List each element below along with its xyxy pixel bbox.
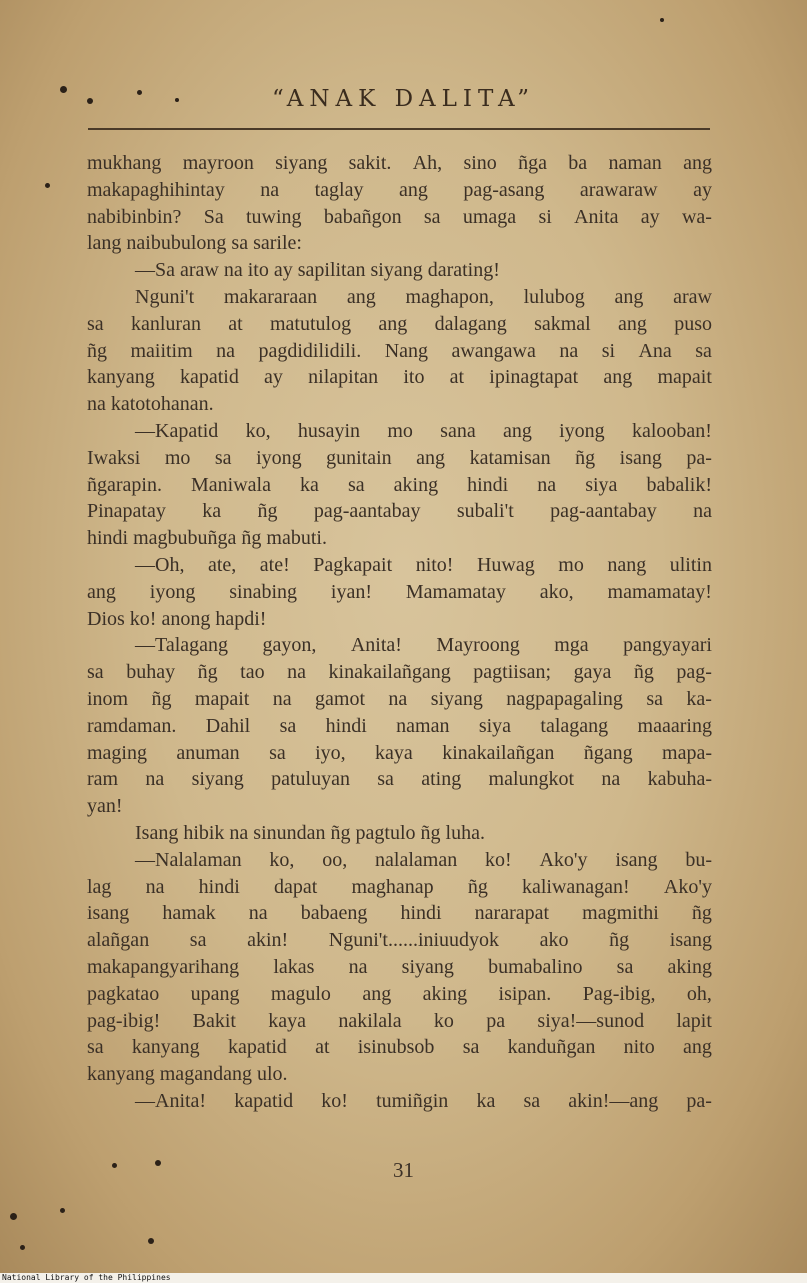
library-credit: National Library of the Philippines	[0, 1273, 807, 1283]
text-line: na katotohanan.	[87, 393, 214, 416]
text-line: ñg maiitim na pagdidilidili. Nang awangawa na si Ana sa	[87, 339, 712, 362]
text-line: —Nalalaman ko, oo, nalalaman ko! Ako'y isang bu-	[135, 848, 712, 871]
header-rule	[88, 128, 710, 130]
running-head: “ANAK DALITA”	[271, 86, 536, 112]
text-line: Isang hibik na sinundan ñg pagtulo ñg luha.	[135, 821, 485, 844]
text-line: makapaghihintay na taglay ang pag-asang arawaraw ay	[87, 178, 712, 201]
text-line: —Oh, ate, ate! Pagkapait nito! Huwag mo nang ulitin	[135, 553, 712, 576]
text-line: pag-ibig! Bakit kaya nakilala ko pa siya!—sunod lapit	[87, 1009, 712, 1032]
text-line: maging anuman sa iyo, kaya kinakailañgan ñgang mapa-	[87, 741, 712, 764]
text-line: hindi magbubuñga ñg mabuti.	[87, 527, 327, 550]
text-line: —Talagang gayon, Anita! Mayroong mga pangyayari	[135, 634, 712, 657]
ink-speck	[45, 183, 50, 188]
text-line: —Kapatid ko, husayin mo sana ang iyong kalooban!	[135, 419, 712, 442]
ink-speck	[660, 18, 664, 22]
text-line: makapangyarihang lakas na siyang bumabalino sa aking	[87, 955, 712, 978]
text-line: Nguni't makararaan ang maghapon, lulubog ang araw	[135, 285, 712, 308]
page-number: 31	[393, 1158, 414, 1182]
ink-speck	[60, 1208, 65, 1213]
text-line: lang naibubulong sa sarile:	[87, 232, 302, 255]
text-line: yan!	[87, 795, 123, 818]
text-line: inom ñg mapait na gamot na siyang nagpapagaling sa ka-	[87, 687, 712, 710]
text-line: kanyang magandang ulo.	[87, 1063, 288, 1086]
text-line: Pinapatay ka ñg pag-aantabay subali't pag-aantabay na	[87, 500, 712, 523]
ink-speck	[10, 1213, 17, 1220]
text-line: —Sa araw na ito ay sapilitan siyang darating!	[135, 259, 500, 282]
text-line: kanyang kapatid ay nilapitan ito at ipinagtapat ang mapait	[87, 366, 712, 389]
text-line: sa buhay ñg tao na kinakailañgang pagtiisan; gaya ñg pag-	[87, 661, 712, 684]
text-line: nabibinbin? Sa tuwing babañgon sa umaga si Anita ay wa-	[87, 205, 712, 228]
text-line: alañgan sa akin! Nguni't......iniuudyok ako ñg isang	[87, 929, 712, 952]
text-line: —Anita! kapatid ko! tumiñgin ka sa akin!—ang pa-	[135, 1089, 712, 1112]
text-line: Dios ko! anong hapdi!	[87, 607, 267, 630]
text-line: sa kanyang kapatid at isinubsob sa kanduñgan nito ang	[87, 1036, 712, 1059]
text-line: sa kanluran at matutulog ang dalagang sakmal ang puso	[87, 312, 712, 335]
text-line: lag na hindi dapat maghanap ñg kaliwanagan! Ako'y	[87, 875, 712, 898]
text-line: Iwaksi mo sa iyong gunitain ang katamisan ñg isang pa-	[87, 446, 712, 469]
text-line: ram na siyang patuluyan sa ating malungkot na kabuha-	[87, 768, 712, 791]
ink-speck	[148, 1238, 154, 1244]
text-line: mukhang mayroon siyang sakit. Ah, sino ñga ba naman ang	[87, 152, 712, 174]
text-line: ñgarapin. Maniwala ka sa aking hindi na siya babalik!	[87, 473, 712, 496]
text-line: ramdaman. Dahil sa hindi naman siya talagang maaaring	[87, 714, 712, 737]
text-line: isang hamak na babaeng hindi nararapat magmithi ñg	[87, 902, 712, 925]
ink-speck	[20, 1245, 25, 1250]
body-text	[87, 150, 712, 1115]
text-line: pagkatao upang magulo ang aking isipan. Pag-ibig, oh,	[87, 982, 712, 1005]
text-line: ang iyong sinabing iyan! Mamamatay ako, mamamatay!	[87, 580, 712, 603]
